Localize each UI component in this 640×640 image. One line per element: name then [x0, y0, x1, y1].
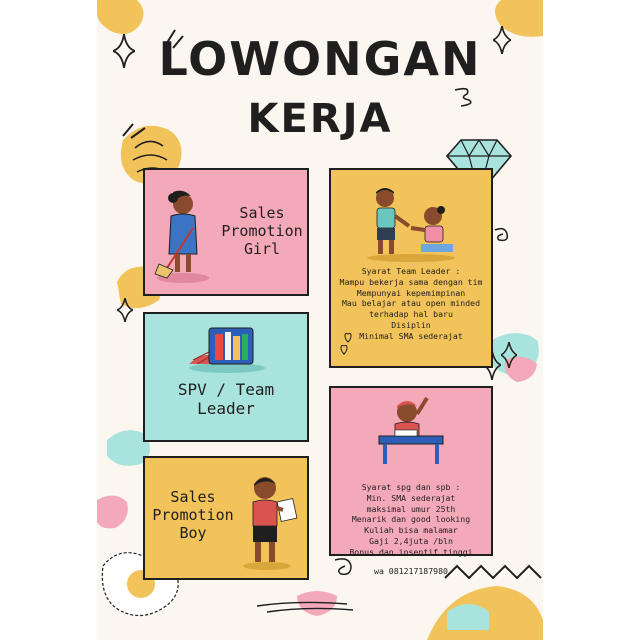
card-label-sales-promotion-boy: Sales Promotion Boy	[152, 488, 234, 542]
boy-with-paper-illustration	[241, 472, 301, 572]
sparkle-icon	[501, 342, 517, 368]
pink-blob-left	[97, 495, 128, 528]
card-label-spv-team-leader: SPV / Team Leader	[177, 380, 275, 419]
poster-title-line2: KERJA	[247, 96, 393, 142]
card-sales-promotion-boy	[143, 456, 309, 580]
spg-spb-requirements-text: Syarat spg dan spb : Min. SMA sederajat maksimal umur 25th Menarik dan good looking Kuliah bisa malamar Gaji 2,4juta /bln Bonus dan insentif tinggi wa 081217187980	[349, 482, 473, 576]
squiggle-icon	[493, 226, 515, 250]
sparkle-icon	[117, 298, 133, 322]
squiggle-icon	[333, 556, 359, 580]
books-illustration	[185, 322, 269, 374]
card-spv-team-leader	[143, 312, 309, 442]
yellow-blob-top-left	[97, 0, 144, 34]
card-spg-spb-requirements	[329, 386, 493, 576]
card-label-sales-promotion-girl: Sales Promotion Girl	[221, 204, 303, 258]
card-sales-promotion-girl	[143, 168, 309, 296]
poster-title-line1: LOWONGAN	[158, 32, 482, 86]
team-leader-requirements-text: Syarat Team Leader : Mampu bekerja sama dengan tim Mempunyai kepemimpinan Mau belajar atau open minded terhadap hal baru Disiplin Minimal SMA sederajat	[339, 266, 483, 341]
girl-sweeping-illustration	[153, 188, 213, 284]
job-vacancy-poster	[97, 0, 543, 640]
card-team-leader-requirements	[329, 168, 493, 368]
kids-playing-illustration	[361, 186, 461, 262]
hearts-icon	[339, 330, 363, 358]
student-at-desk-illustration	[375, 394, 449, 468]
